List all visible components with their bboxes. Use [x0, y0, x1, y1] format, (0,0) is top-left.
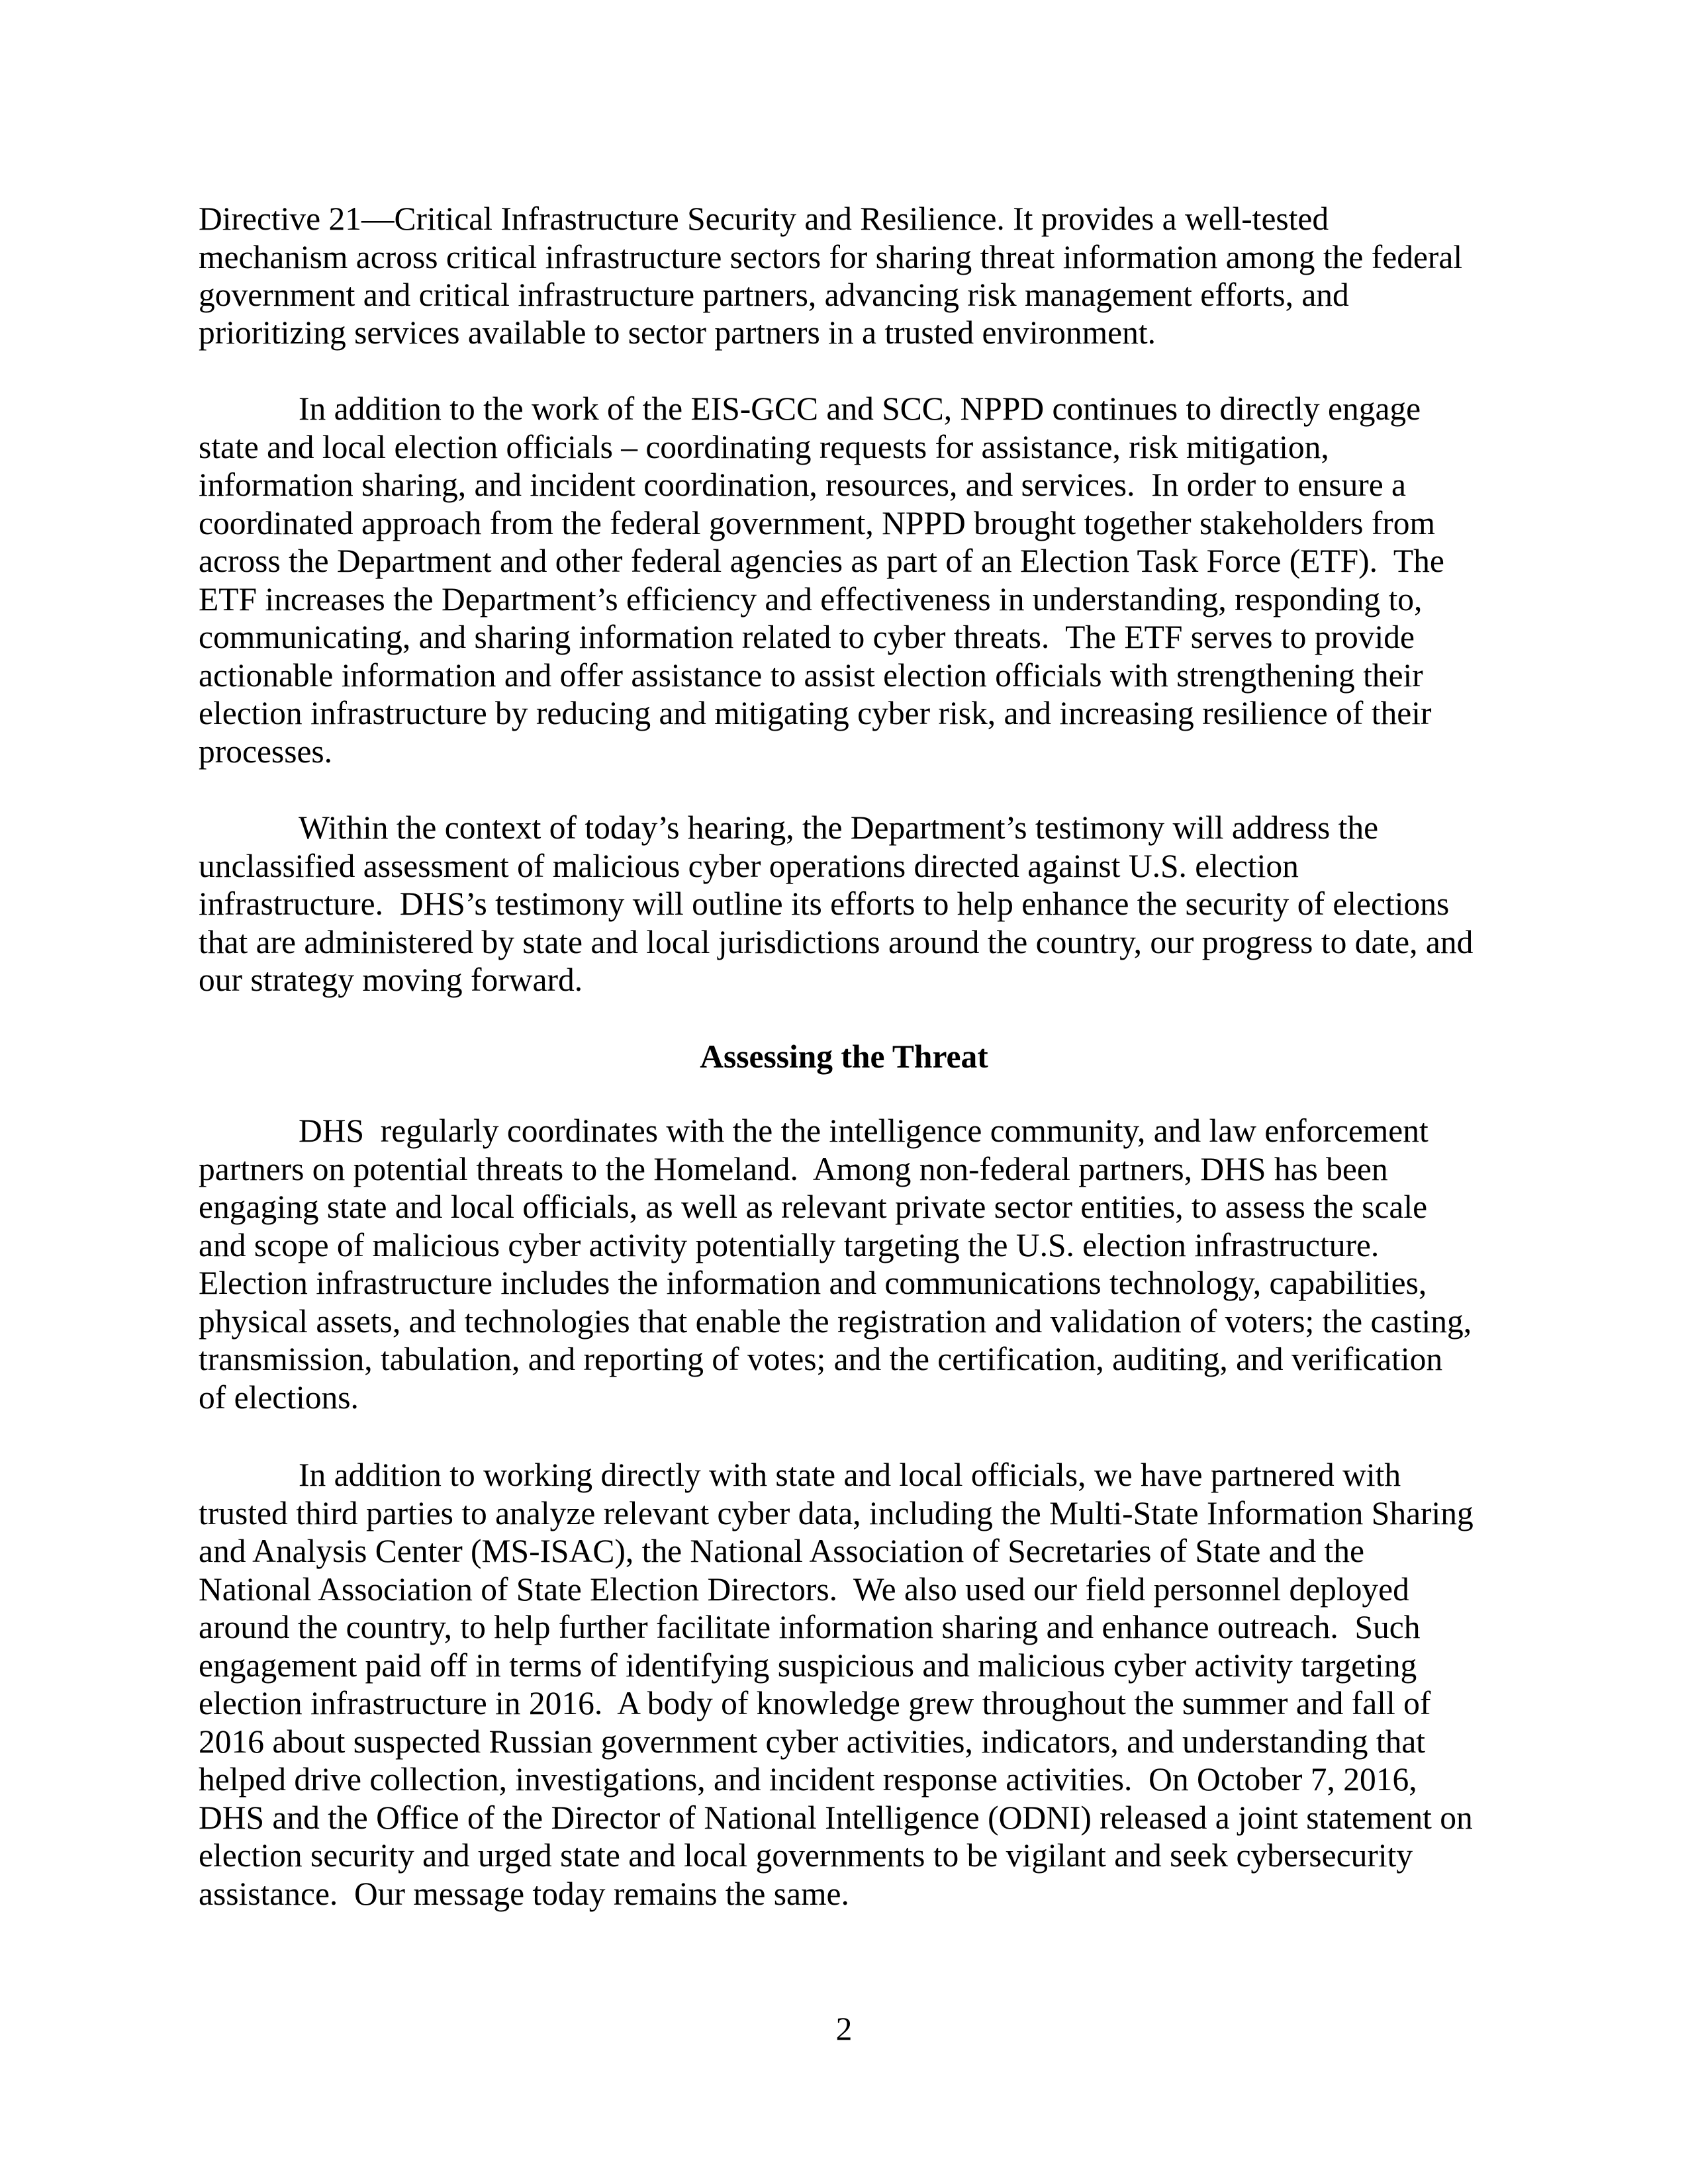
paragraph-line: assistance. Our message today remains the same. — [199, 1876, 849, 1912]
paragraph-line: that are administered by state and local jurisdictions around the country, our progress to date, and — [199, 924, 1474, 960]
paragraph-line: 2016 about suspected Russian government cyber activities, indicators, and understanding that — [199, 1723, 1426, 1760]
paragraph-line: and Analysis Center (MS-ISAC), the National Association of Secretaries of State and the — [199, 1533, 1364, 1569]
paragraph-line: across the Department and other federal agencies as part of an Election Task Force (ETF). The — [199, 543, 1444, 579]
paragraph-line: In addition to working directly with state and local officials, we have partnered with — [299, 1457, 1401, 1493]
paragraph-line: National Association of State Election Directors. We also used our field personnel deployed — [199, 1571, 1409, 1608]
paragraph-line: mechanism across critical infrastructure sectors for sharing threat information among the federal — [199, 239, 1463, 275]
paragraph-line: actionable information and offer assistance to assist election officials with strengthening their — [199, 657, 1423, 694]
paragraph-line: ETF increases the Department’s efficiency and effectiveness in understanding, responding to, — [199, 581, 1423, 617]
paragraph-line: communicating, and sharing information related to cyber threats. The ETF serves to provide — [199, 619, 1415, 655]
paragraph-line: trusted third parties to analyze relevant cyber data, including the Multi-State Information Sharing — [199, 1495, 1474, 1531]
paragraph-line: engagement paid off in terms of identifying suspicious and malicious cyber activity targeting — [199, 1647, 1417, 1684]
paragraph-line: of elections. — [199, 1379, 359, 1416]
paragraph-line: engaging state and local officials, as well as relevant private sector entities, to assess the scale — [199, 1189, 1428, 1225]
paragraph-line: state and local election officials – coordinating requests for assistance, risk mitigation, — [199, 429, 1329, 465]
paragraph-line: unclassified assessment of malicious cyber operations directed against U.S. election — [199, 848, 1299, 884]
paragraph-line: election security and urged state and local governments to be vigilant and seek cybersecurity — [199, 1837, 1413, 1874]
paragraph-line: physical assets, and technologies that enable the registration and validation of voters; the casting, — [199, 1303, 1472, 1340]
paragraph-line: election infrastructure in 2016. A body of knowledge grew throughout the summer and fall of — [199, 1685, 1431, 1721]
paragraph-line: DHS and the Office of the Director of National Intelligence (ODNI) released a joint statement on — [199, 1799, 1473, 1836]
paragraph-line: In addition to the work of the EIS-GCC and SCC, NPPD continues to directly engage — [299, 390, 1421, 427]
paragraph-line: government and critical infrastructure partners, advancing risk management efforts, and — [199, 277, 1349, 313]
paragraph-line: partners on potential threats to the Homeland. Among non-federal partners, DHS has been — [199, 1151, 1388, 1187]
page-number: 2 — [835, 2011, 853, 2047]
paragraph-line: DHS regularly coordinates with the the intelligence community, and law enforcement — [299, 1113, 1429, 1149]
paragraph-line: infrastructure. DHS’s testimony will outline its efforts to help enhance the security of elections — [199, 886, 1450, 922]
paragraph-line: Directive 21—Critical Infrastructure Security and Resilience. It provides a well-tested — [199, 201, 1329, 237]
paragraph-line: election infrastructure by reducing and mitigating cyber risk, and increasing resilience of their — [199, 695, 1432, 731]
paragraph-line: our strategy moving forward. — [199, 962, 583, 998]
paragraph-line: and scope of malicious cyber activity potentially targeting the U.S. election infrastructure. — [199, 1227, 1380, 1263]
paragraph-line: prioritizing services available to sector partners in a trusted environment. — [199, 314, 1156, 351]
paragraph-line: Election infrastructure includes the information and communications technology, capabilities, — [199, 1265, 1427, 1301]
section-heading: Assessing the Threat — [700, 1038, 988, 1075]
paragraph-line: helped drive collection, investigations, and incident response activities. On October 7, 2016, — [199, 1761, 1417, 1797]
paragraph-line: transmission, tabulation, and reporting of votes; and the certification, auditing, and verification — [199, 1341, 1443, 1377]
paragraph-line: Within the context of today’s hearing, the Department’s testimony will address the — [299, 809, 1379, 846]
paragraph-line: coordinated approach from the federal government, NPPD brought together stakeholders from — [199, 505, 1436, 541]
paragraph-line: around the country, to help further facilitate information sharing and enhance outreach. Such — [199, 1609, 1421, 1645]
paragraph-line: processes. — [199, 733, 333, 770]
paragraph-line: information sharing, and incident coordination, resources, and services. In order to ensure a — [199, 467, 1407, 503]
